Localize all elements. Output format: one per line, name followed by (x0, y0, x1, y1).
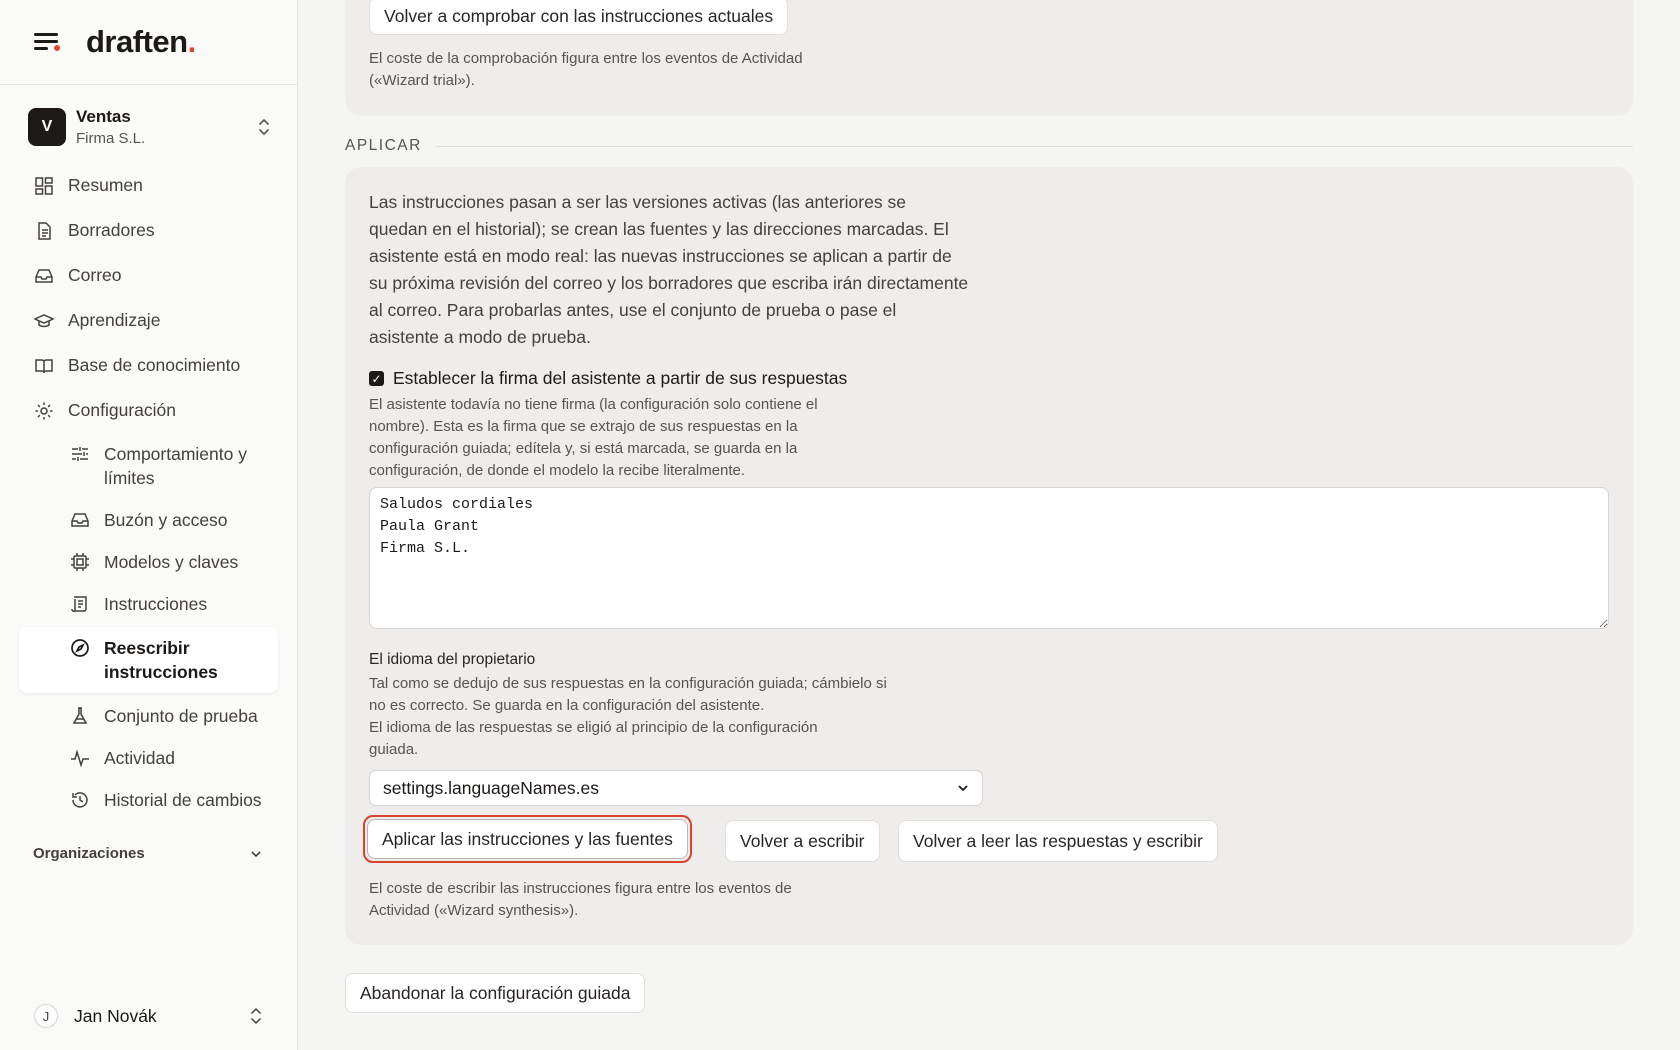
subnav-item-label: Conjunto de prueba (104, 706, 258, 726)
nav-item-label: Aprendizaje (68, 310, 161, 330)
nav-item-label: Base de conocimiento (68, 355, 241, 375)
gear-icon (34, 401, 54, 421)
activity-icon (70, 748, 90, 768)
nav-item-label: Resumen (68, 175, 143, 195)
recheck-button[interactable]: Volver a comprobar con las instrucciones actuales (369, 0, 788, 35)
chevron-down-icon (249, 847, 263, 861)
subnav-item-historial[interactable] (0, 779, 297, 821)
subnav-item-label: Reescribir instrucciones (104, 638, 218, 682)
inbox-icon (70, 510, 90, 530)
inbox-icon (34, 266, 54, 286)
subnav-item-conjunto-de-prueba[interactable] (0, 695, 297, 737)
subnav-item-reescribir[interactable] (19, 627, 278, 693)
language-select[interactable] (369, 770, 983, 806)
compass-icon (70, 638, 90, 658)
graduation-cap-icon (34, 311, 54, 331)
rewrite-button[interactable]: Volver a escribir (725, 820, 880, 862)
chevron-up-down-icon (248, 1006, 264, 1026)
main-nav (0, 163, 297, 821)
avatar: J (34, 1004, 58, 1028)
organizations-label: Organizaciones (33, 845, 145, 862)
workspace-name: Ventas (76, 107, 131, 126)
nav-item-label: Borradores (68, 220, 155, 240)
nav-item-configuracion[interactable] (0, 388, 297, 433)
chevron-down-icon (957, 782, 969, 794)
subnav-item-label: Actividad (104, 748, 176, 768)
subnav-item-label: Buzón y acceso (104, 510, 228, 530)
cpu-icon (70, 552, 90, 572)
organizations-toggle[interactable] (0, 845, 297, 862)
apply-cost-note: El coste de escribir las instrucciones figura entre los eventos de Actividad («Wizard synthesis»). (369, 880, 792, 919)
signature-checkbox-row[interactable] (369, 368, 847, 389)
chevron-up-down-icon (256, 117, 272, 137)
language-select-value: settings.languageNames.es (383, 777, 599, 798)
apply-button[interactable]: Aplicar las instrucciones y las fuentes (367, 819, 688, 859)
nav-item-aprendizaje[interactable] (0, 298, 297, 343)
apply-card (345, 167, 1633, 945)
user-name: Jan Novák (74, 1005, 157, 1026)
dashboard-icon (34, 176, 54, 196)
signature-help: El asistente todavía no tiene firma (la configuración solo contiene el nombre). Esta es la firma que se extrajo de sus respuestas en la configuración guiada; edítela y, si está marcada, se guarda en la configuración, de donde el modelo la recibe literalmente. (369, 396, 818, 479)
subnav-item-label: Historial de cambios (104, 790, 262, 810)
menu-icon[interactable] (34, 32, 60, 52)
nav-item-borradores[interactable] (0, 208, 297, 253)
subnav-item-label: Modelos y claves (104, 552, 239, 572)
subnav-item-instrucciones[interactable] (0, 583, 297, 625)
main-content (345, 0, 1635, 1050)
scroll-icon (70, 594, 90, 614)
reread-button[interactable]: Volver a leer las respuestas y escribir (898, 820, 1218, 862)
section-divider (436, 146, 1633, 147)
signature-checkbox[interactable]: ✓ (369, 371, 384, 386)
sidebar (0, 0, 298, 1050)
nav-item-label: Correo (68, 265, 122, 285)
signature-textarea[interactable] (369, 487, 1609, 629)
book-icon (34, 356, 54, 376)
apply-description: Las instrucciones pasan a ser las versiones activas (las anteriores se quedan en el historial); se crean las fuentes y las direcciones marcadas. El asistente está en modo real: las nuevas instrucciones se aplican a partir de su próxima revisión del correo y los borradores que escriba irán directamente al correo. Para probarlas antes, use el conjunto de prueba o pase el asistente a modo de prueba. (369, 192, 969, 347)
nav-item-label: Configuración (68, 400, 176, 420)
nav-item-resumen[interactable] (0, 163, 297, 208)
apply-button-focus-ring (363, 815, 692, 863)
subnav-item-label: Comportamiento y límites (104, 444, 247, 488)
language-help-2: El idioma de las respuestas se eligió al principio de la configuración guiada. (369, 719, 818, 758)
subnav-item-label: Instrucciones (104, 594, 208, 614)
language-help: Tal como se dedujo de sus respuestas en la configuración guiada; cámbielo si no es correcto. Se guarda en la configuración del asistente. (369, 675, 887, 714)
check-card (345, 0, 1633, 116)
workspace-avatar: V (28, 108, 66, 146)
workspace-switcher[interactable] (28, 107, 272, 147)
sliders-icon (70, 444, 90, 464)
subnav-item-buzon[interactable] (0, 499, 297, 541)
language-label: El idioma del propietario (369, 651, 536, 668)
document-icon (34, 221, 54, 241)
history-icon (70, 790, 90, 810)
subnav-item-actividad[interactable] (0, 737, 297, 779)
user-menu[interactable] (34, 1004, 264, 1028)
nav-item-correo[interactable] (0, 253, 297, 298)
section-label-apply: APLICAR (345, 137, 1633, 155)
signature-checkbox-label: Establecer la firma del asistente a partir de sus respuestas (393, 368, 848, 388)
check-cost-note: El coste de la comprobación figura entre los eventos de Actividad («Wizard trial»). (369, 50, 803, 89)
brand-header (0, 0, 297, 85)
flask-icon (70, 706, 90, 726)
nav-item-base-de-conocimiento[interactable] (0, 343, 297, 388)
abandon-wizard-button[interactable]: Abandonar la configuración guiada (345, 973, 645, 1013)
subnav-item-modelos[interactable] (0, 541, 297, 583)
workspace-company: Firma S.L. (76, 130, 146, 147)
subnav-item-comportamiento[interactable] (0, 433, 297, 499)
logo[interactable]: draften. (86, 24, 196, 59)
